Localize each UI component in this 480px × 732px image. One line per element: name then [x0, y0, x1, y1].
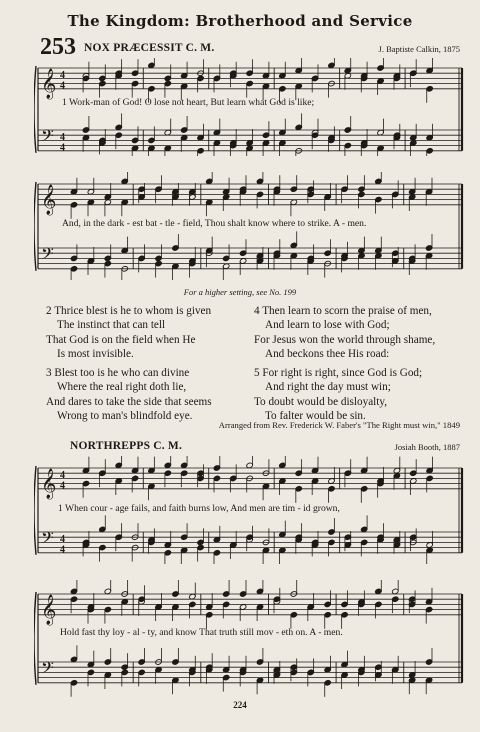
verse-line: And right the day must win; — [265, 381, 391, 394]
page-number: 224 — [233, 700, 247, 710]
verse-line: Wrong to man's blindfold eye. — [57, 410, 193, 423]
verse-line: Is most invisible. — [57, 348, 134, 361]
tune-name: NORTHREPPS C. M. — [70, 440, 183, 452]
svg-text:4: 4 — [60, 142, 65, 154]
svg-text:4: 4 — [60, 131, 65, 143]
svg-text:4: 4 — [60, 69, 65, 81]
verse-line: For Jesus won the world through shame, — [254, 333, 436, 346]
svg-text:4: 4 — [60, 80, 65, 92]
tune-name: NOX PRÆCESSIT C. M. — [84, 42, 215, 54]
svg-text:4: 4 — [60, 544, 65, 556]
page-header: The Kingdom: Brotherhood and Service — [67, 12, 413, 30]
verse-5 — [254, 366, 422, 424]
text-attribution: Arranged from Rev. Frederick W. Faber's "The Right must win," 1849 — [218, 420, 460, 430]
svg-text:𝄢: 𝄢 — [41, 125, 54, 150]
verse-line: 2 Thrice blest is he to whom is given — [46, 305, 212, 317]
lyrics-line: 1 Work-man of God! O lose not heart, But learn what God is like; — [62, 97, 315, 108]
verse-line: Where the real right doth lie, — [57, 381, 187, 394]
verse-4 — [254, 304, 435, 362]
verse-line: To doubt would be disloyalty, — [254, 395, 388, 408]
svg-text:𝄞: 𝄞 — [41, 594, 57, 625]
svg-text:𝄢: 𝄢 — [41, 657, 54, 682]
verse-2 — [46, 304, 211, 362]
verse-line: 5 For right is right, since God is God; — [254, 367, 423, 379]
verse-3 — [46, 366, 212, 424]
svg-text:4: 4 — [60, 469, 65, 481]
music-system-4 — [34, 580, 466, 698]
svg-text:𝄢: 𝄢 — [41, 243, 54, 268]
verse-line: 3 Blest too is he who can divine — [46, 367, 190, 379]
hymn-number: 253 — [40, 34, 76, 60]
svg-text:𝄞: 𝄞 — [41, 184, 57, 215]
composer-credit: Josiah Booth, 1887 — [394, 442, 460, 452]
svg-text:4: 4 — [60, 480, 65, 492]
lyrics-line: Hold fast thy loy - al - ty, and know That truth still mov - eth on. A - men. — [60, 627, 343, 638]
verse-line: To falter would be sin. — [265, 410, 366, 423]
verse-line: The instinct that can tell — [57, 319, 166, 332]
composer-credit: J. Baptiste Calkin, 1875 — [378, 44, 460, 54]
svg-text:𝄞: 𝄞 — [41, 68, 57, 99]
verse-line: And dares to take the side that seems — [46, 395, 212, 408]
verse-line: 4 Then learn to scorn the praise of men, — [254, 305, 432, 317]
alt-setting-note: For a higher setting, see No. 199 — [183, 287, 297, 297]
svg-text:4: 4 — [60, 533, 65, 545]
verse-line: That God is on the field when He — [46, 333, 196, 346]
verse-line: And beckons thee His road: — [265, 348, 390, 361]
verse-line: And learn to lose with God; — [265, 319, 390, 332]
svg-text:𝄞: 𝄞 — [41, 468, 57, 499]
lyrics-line: And, in the dark - est bat - tle - field, Thou shalt know where to strike. A - men. — [62, 218, 367, 229]
svg-text:𝄢: 𝄢 — [41, 527, 54, 552]
lyrics-line: 1 When cour - age fails, and faith burns low, And men are tim - id grown, — [58, 503, 340, 514]
